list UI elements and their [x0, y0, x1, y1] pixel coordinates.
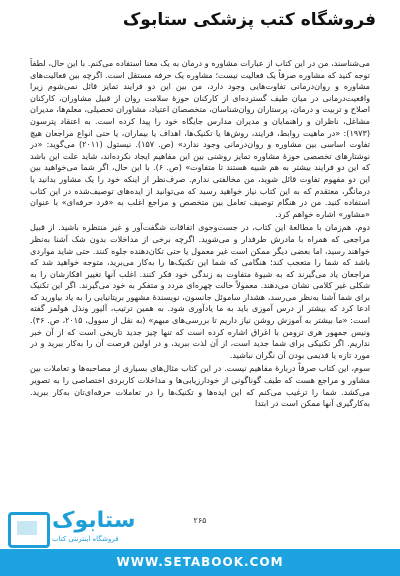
setabook-logo: [8, 508, 168, 548]
paragraph-3: سوم، این کتاب صرفاً دربارهٔ مفاهیم نیست. در این کتاب مثال‌های بسیاری از مصاحبه‌ها و تعاملات بین مشاور و مراجع هست که طیف گوناگونی از خودارزیابی‌ها و مداخلات کاربردی اختصاصی را به تصویر می‌کشد. شما را ترغیب می‌کنم که این ایده‌ها و تکنیک‌ها را در تعاملات حرفه‌ای‌تان به‌کار ببرید. به‌کارگیری آنها ممکن است در ابتدا: [30, 363, 370, 409]
footer-bar: [0, 549, 400, 576]
page-body: [30, 58, 370, 513]
page-number: ۲۶۵: [193, 516, 207, 525]
logo-subtitle: فروشگاه اینترنتی کتاب: [52, 535, 119, 543]
paragraph-1: می‌شناسند، من در این کتاب از عبارات مشاوره و درمان به یک معنا استفاده می‌کنم. با این حال، لطفاً توجه کنید که مشاوره صرفاً یک فعالیت نیست؛ مشاوره یک حرفه مستقل است. اگرچه بین فعالیت‌های مشاوره و روان‌درمانی تفاوت‌هایی وجود دارد، من بین این دو فرایند تمایز قائل نمی‌شوم زیرا واقعیت‌درمانی در میان طیف گسترده‌ای از کارکنان حوزهٔ سلامت روان از قبیل مشاوران، کارکنان اصلاح و تربیت و درمان، پرستاران روان‌شناسان، متخصصان اعتیاد، مشاوران تحصیلی، معلم‌ها، مدیران مشاغل، ناظران و راهنمایان و مدیران مدارس جایگاه خود را پیدا کرده است. به اعتقاد پترسون (۱۹۷۳): «در ماهیت روابط، فرایند، روش‌ها یا تکنیک‌ها، اهداف یا بیماران، یا حتی انواع مراجعان هیچ تفاوت اساسی بین مشاوره و روان‌درمانی وجود ندارد» (ص. ۱۵۷). نیستول (۲۰۱۱) می‌گوید: «در نوشتارهای تخصصی حوزهٔ مشاوره تمایز روشنی بین این مفاهیم ایجاد نکرده‌اند، شاید علت این باشد که این دو فرایند بیشتر به هم شبیه هستند تا متفاوت» (ص. ۶). با این حال، اگر شما می‌خواهید بین این دو مفهوم تفاوت قائل شوید، من مخالفتی ندارم. صرف‌نظر از اینکه خود را یک مشاور بدانید یا درمانگر، معتقدم که به این کتاب نیاز خواهید رسید که می‌توانید از ایده‌های توصیف‌شده در این کتاب استفاده کنید. من در هنگام توصیف تعامل بین متخصص و مراجع اغلب به «فرد حرفه‌ای» با عنوان «مشاور» اشاره خواهم کرد.: [30, 58, 370, 219]
paragraph-2: دوم، هم‌زمان با مطالعهٔ این کتاب، در جست‌وجوی اتفاقات شگفت‌آور و غیر منتظره باشید. از قبیل مراجعی که همراه با مادرش طرفدار و می‌شوید. اگرچه برخی از مداخلات بدون شک آشنا به‌نظر خواهند رسید، اما بعضی دیگر ممکن است غیر معمول یا حتی تکان‌دهنده جلوه کنند. حتی شاید مواردی باشد که شما را متعجب کند؛ هنگامی که شما این تکنیک‌ها را به‌کار می‌برید، متوجه خواهید شد که مراجعان یاد می‌گیرند که به شیوهٔ متفاوت به زندگی خود فکر کنند. اغلب آنها تغییر افکارشان را به شکلی غیر کلامی نشان می‌دهند. معمولاً حالت چهره‌ای مردد و متفکر به خود می‌گیرند. اگر این تکنیک برای شما آشنا به‌نظر می‌رسد، هشدار ساموئل جانسون، نویسندهٔ مشهور بریتانیایی را به یاد بیاورید که ادعا کرد که بیشتر از درس آموزی باید به ما یادآوری شود. به همین ترتیب، آلیور ونذل هولمز گفته است: «ما بیشتر به آموزش روشن نیاز داریم تا بررسی‌های مبهم» (به نقل از سوول، ۲۰۱۵، ص. ۴۶). ونیس جمهور هری ترومن با اغراق اشاره کرده است که تنها چیز جدید تاریخی است که از آن خبر نداریم. اگر تکنیکی برای شما جدید است، از آن لذت ببرید، و در اولین فرصت آن را به‌کار ببرید و در مورد تازه یا قدیمی بودن آن نگران نباشید.: [30, 222, 370, 360]
footer-url: WWW.SETABOOK.COM: [116, 555, 284, 569]
header-banner: [0, 0, 400, 46]
logo-word: ستابوک: [52, 508, 136, 533]
banner-title: فروشگاه کتب پزشکی ستابوک: [122, 10, 376, 30]
